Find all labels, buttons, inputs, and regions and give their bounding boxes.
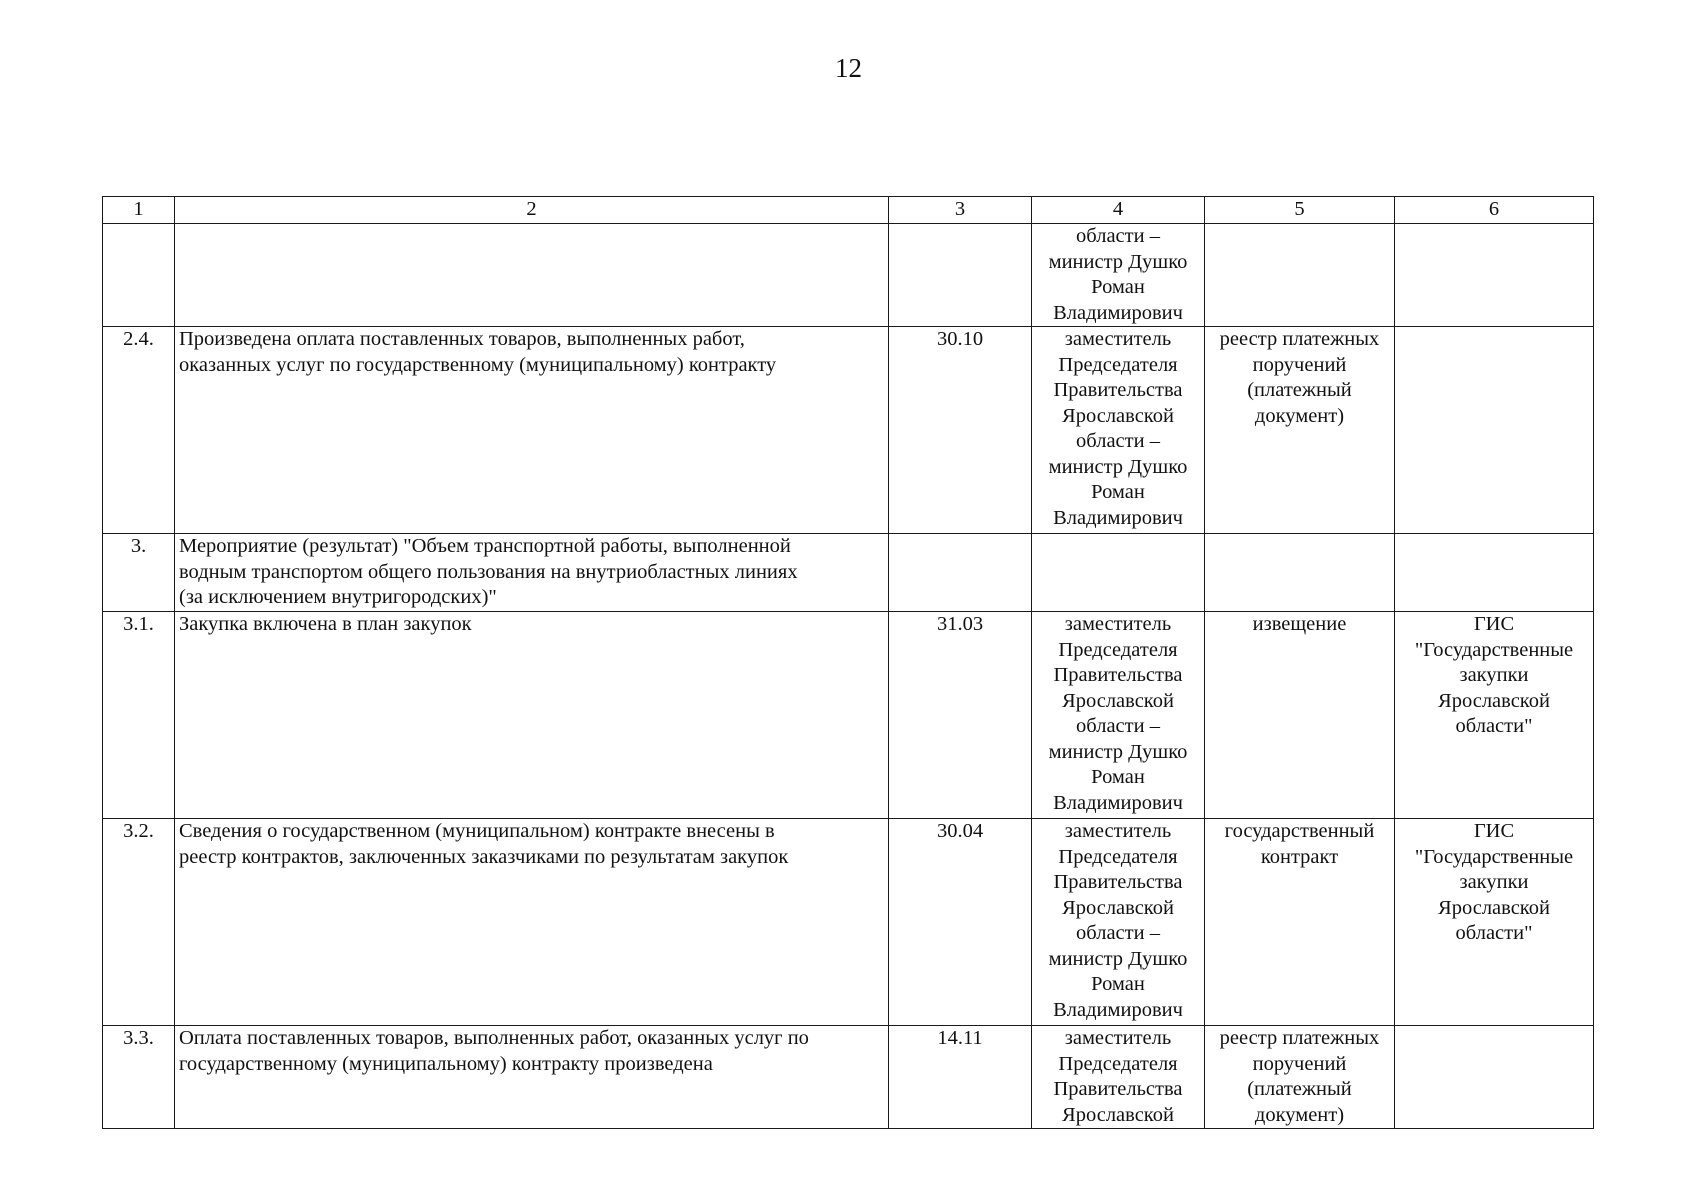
system-cell bbox=[1395, 612, 1594, 819]
row-number-cell bbox=[103, 534, 175, 612]
date-cell bbox=[889, 612, 1032, 819]
system-line: закупки bbox=[1459, 664, 1529, 686]
responsible-cell bbox=[1032, 224, 1205, 327]
responsible-line: Владимирович bbox=[1053, 998, 1183, 1021]
description-cell bbox=[175, 224, 889, 327]
row-number-cell bbox=[103, 224, 175, 327]
responsible-line: области – bbox=[1076, 715, 1160, 737]
responsible-line: Ярославской bbox=[1062, 896, 1174, 919]
column-number-6: 6 bbox=[1395, 197, 1594, 224]
document-cell bbox=[1205, 327, 1395, 534]
responsible-line: Роман bbox=[1091, 276, 1145, 298]
description-cell bbox=[175, 534, 889, 612]
document-line: контракт bbox=[1260, 845, 1339, 868]
document-line: реестр платежных bbox=[1219, 1027, 1380, 1049]
responsible-line: Правительства bbox=[1053, 379, 1183, 401]
description-line: водным транспортом общего пользования на внутриобластных линиях bbox=[179, 560, 798, 583]
system-cell bbox=[1395, 224, 1594, 327]
row-number: 3.1. bbox=[123, 613, 154, 635]
responsible-line: Председателя bbox=[1058, 353, 1178, 376]
document-cell bbox=[1205, 1026, 1395, 1129]
table-row bbox=[103, 534, 1594, 612]
document-line: реестр платежных bbox=[1219, 328, 1380, 350]
column-number-5: 5 bbox=[1205, 197, 1395, 224]
system-cell bbox=[1395, 534, 1594, 612]
column-number-2: 2 bbox=[175, 197, 889, 224]
date-cell bbox=[889, 534, 1032, 612]
description-cell bbox=[175, 819, 889, 1026]
document-line: (платежный bbox=[1247, 1078, 1352, 1100]
column-number-3: 3 bbox=[889, 197, 1032, 224]
system-cell bbox=[1395, 819, 1594, 1026]
responsible-line: Роман bbox=[1091, 973, 1145, 995]
document-cell bbox=[1205, 612, 1395, 819]
responsible-line: заместитель bbox=[1064, 820, 1172, 842]
responsible-line: министр Душко bbox=[1048, 455, 1188, 478]
responsible-line: Председателя bbox=[1058, 1052, 1178, 1075]
description-cell bbox=[175, 612, 889, 819]
row-number-cell bbox=[103, 327, 175, 534]
date-value: 14.11 bbox=[937, 1027, 983, 1049]
responsible-line: заместитель bbox=[1064, 613, 1172, 635]
responsible-cell bbox=[1032, 612, 1205, 819]
date-cell bbox=[889, 224, 1032, 327]
column-number-1: 1 bbox=[103, 197, 175, 224]
responsible-line: министр Душко bbox=[1048, 947, 1188, 970]
column-number-4: 4 bbox=[1032, 197, 1205, 224]
responsible-line: Правительства bbox=[1053, 664, 1183, 686]
page-number: 12 bbox=[835, 53, 862, 83]
responsible-cell bbox=[1032, 1026, 1205, 1129]
responsible-line: Владимирович bbox=[1053, 791, 1183, 814]
responsible-line: заместитель bbox=[1064, 1027, 1172, 1049]
description-line: Произведена оплата поставленных товаров, выполненных работ, bbox=[179, 328, 745, 350]
responsible-cell bbox=[1032, 819, 1205, 1026]
description-cell bbox=[175, 327, 889, 534]
date-value: 30.04 bbox=[936, 820, 984, 842]
system-line: области" bbox=[1455, 715, 1533, 737]
row-number: 3.3. bbox=[123, 1027, 154, 1049]
system-line: области" bbox=[1455, 922, 1533, 944]
system-line: Ярославской bbox=[1438, 896, 1550, 919]
description-line: Мероприятие (результат) "Объем транспортной работы, выполненной bbox=[179, 535, 791, 557]
document-line: документ) bbox=[1254, 1103, 1345, 1126]
system-cell bbox=[1395, 1026, 1594, 1129]
row-number-cell bbox=[103, 1026, 175, 1129]
responsible-line: Председателя bbox=[1058, 845, 1178, 868]
column-number-row bbox=[103, 197, 1594, 224]
description-cell bbox=[175, 1026, 889, 1129]
responsible-line: Владимирович bbox=[1053, 301, 1183, 324]
date-value: 31.03 bbox=[936, 613, 984, 635]
responsible-line: заместитель bbox=[1064, 328, 1172, 350]
responsible-line: Роман bbox=[1091, 766, 1145, 788]
responsible-line: области – bbox=[1076, 430, 1160, 452]
responsible-line: Ярославской bbox=[1062, 404, 1174, 427]
system-cell bbox=[1395, 327, 1594, 534]
table-row bbox=[103, 327, 1594, 534]
description-line: оказанных услуг по государственному (муниципальному) контракту bbox=[179, 353, 777, 376]
responsible-cell bbox=[1032, 534, 1205, 612]
system-line: закупки bbox=[1459, 871, 1529, 893]
description-line: Сведения о государственном (муниципальном) контракте внесены в bbox=[179, 820, 775, 842]
document-line: (платежный bbox=[1247, 379, 1352, 401]
table-row bbox=[103, 819, 1594, 1026]
document-line: государственный bbox=[1224, 820, 1375, 842]
document-line: извещение bbox=[1252, 613, 1347, 635]
responsible-line: министр Душко bbox=[1048, 740, 1188, 763]
description-line: Закупка включена в план закупок bbox=[179, 613, 472, 635]
responsible-line: области – bbox=[1076, 922, 1160, 944]
description-line: (за исключением внутригородских)" bbox=[179, 586, 497, 608]
date-cell bbox=[889, 819, 1032, 1026]
system-line: "Государственные bbox=[1414, 638, 1574, 661]
responsible-line: Роман bbox=[1091, 481, 1145, 503]
responsible-line: министр Душко bbox=[1048, 250, 1188, 273]
document-cell bbox=[1205, 819, 1395, 1026]
row-number: 3.2. bbox=[123, 820, 154, 842]
date-cell bbox=[889, 1026, 1032, 1129]
responsible-line: области – bbox=[1076, 225, 1160, 247]
schedule-table bbox=[102, 196, 1594, 1129]
date-value: 30.10 bbox=[936, 328, 984, 350]
row-number-cell bbox=[103, 819, 175, 1026]
responsible-cell bbox=[1032, 327, 1205, 534]
responsible-line: Владимирович bbox=[1053, 506, 1183, 529]
responsible-line: Ярославской bbox=[1062, 1103, 1174, 1126]
system-line: ГИС bbox=[1473, 820, 1515, 842]
document-cell bbox=[1205, 534, 1395, 612]
document-cell bbox=[1205, 224, 1395, 327]
system-line: "Государственные bbox=[1414, 845, 1574, 868]
responsible-line: Ярославской bbox=[1062, 689, 1174, 712]
row-number-cell bbox=[103, 612, 175, 819]
table-row bbox=[103, 224, 1594, 327]
responsible-line: Правительства bbox=[1053, 871, 1183, 893]
description-line: Оплата поставленных товаров, выполненных работ, оказанных услуг по bbox=[179, 1027, 809, 1049]
responsible-line: Правительства bbox=[1053, 1078, 1183, 1100]
responsible-line: Председателя bbox=[1058, 638, 1178, 661]
description-line: реестр контрактов, заключенных заказчиками по результатам закупок bbox=[179, 845, 789, 868]
row-number: 3. bbox=[130, 535, 147, 557]
system-line: ГИС bbox=[1473, 613, 1515, 635]
document-line: документ) bbox=[1254, 404, 1345, 427]
document-line: поручений bbox=[1252, 1052, 1347, 1075]
description-line: государственному (муниципальному) контракту произведена bbox=[179, 1052, 713, 1075]
row-number: 2.4. bbox=[123, 328, 154, 350]
document-line: поручений bbox=[1252, 353, 1347, 376]
table-row bbox=[103, 1026, 1594, 1129]
system-line: Ярославской bbox=[1438, 689, 1550, 712]
date-cell bbox=[889, 327, 1032, 534]
table-row bbox=[103, 612, 1594, 819]
